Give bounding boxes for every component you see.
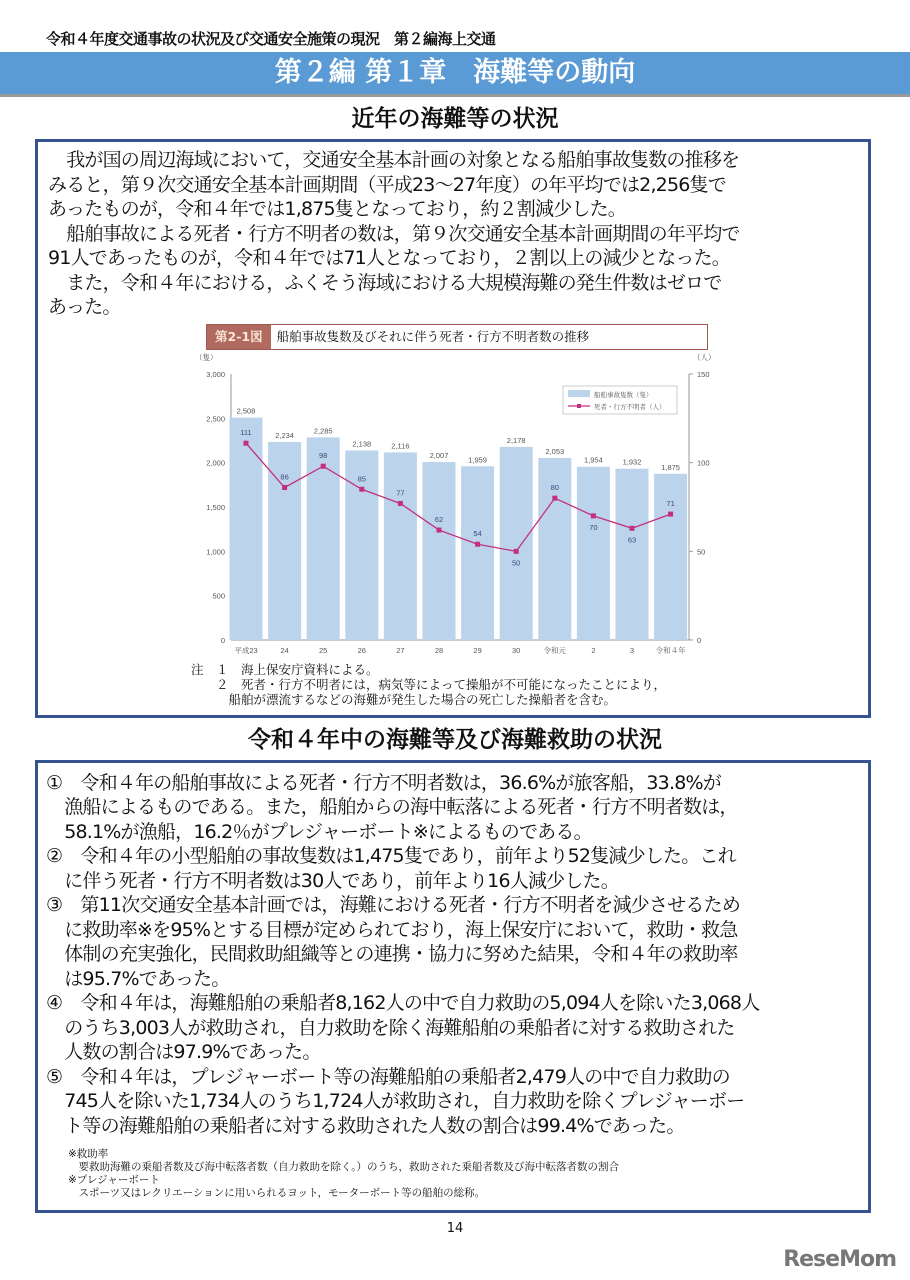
- right-tick-label: 100: [697, 458, 710, 468]
- section2-box: [35, 760, 871, 1214]
- right-tick-label: 50: [697, 546, 706, 556]
- category-label: 平成23: [234, 645, 258, 655]
- line-point: [514, 548, 519, 553]
- figure-title: 船舶事故隻数及びそれに伴う死者・行方不明者数の推移: [276, 328, 590, 344]
- left-tick-label: 2,500: [206, 413, 225, 423]
- category-label: 3: [629, 645, 635, 655]
- line-point: [359, 486, 364, 491]
- bar-value-label: 1,954: [584, 455, 603, 465]
- bar-value-label: 2,007: [429, 450, 449, 460]
- text-line: ④ 令和４年は，海難船舶の乗船者8,162人の中で自力救助の5,094人を除いた3,068人: [46, 992, 760, 1014]
- line-point: [244, 440, 249, 445]
- figure-notes: [191, 662, 868, 707]
- bar: [423, 462, 456, 640]
- bar-value-label: 2,234: [275, 430, 294, 440]
- line-value-label: 86: [280, 471, 289, 481]
- bar-value-label: 1,875: [661, 462, 680, 472]
- text-line: は95.7%であった。: [46, 967, 230, 990]
- left-tick-label: 2,000: [206, 458, 225, 468]
- line-value-label: 77: [396, 487, 405, 497]
- text-line: 体制の充実強化，民間救助組織等との連携・協力に努めた結果，令和４年の救助率: [46, 943, 738, 965]
- left-tick-label: 0: [220, 635, 225, 645]
- right-axis-unit: （人）: [693, 352, 716, 362]
- legend-bar-label: 船舶事故隻数（隻）: [594, 391, 653, 399]
- category-label: 2: [591, 645, 596, 655]
- bar: [461, 466, 494, 640]
- category-label: 令和４年: [655, 645, 686, 655]
- text-line: ③ 第11次交通安全基本計画では，海難における死者・行方不明者を減少させるため: [46, 894, 741, 916]
- line-value-label: 63: [627, 534, 637, 544]
- text-line: 58.1%が漁船，16.2％がプレジャーボート※によるものである。: [46, 820, 592, 843]
- category-label: 26: [357, 645, 366, 655]
- bar: [577, 466, 610, 639]
- line-point: [630, 525, 635, 530]
- bar-value-label: 2,138: [352, 438, 372, 448]
- category-label: 25: [319, 645, 328, 655]
- text-line: また，令和４年における，ふくそう海域における大規模海難の発生件数はゼロで: [48, 271, 722, 294]
- bar-value-label: 2,178: [506, 435, 526, 445]
- line-value-label: 80: [550, 482, 559, 492]
- text-line: 人数の割合は97.9%であった。: [46, 1041, 321, 1063]
- text-line: 745人を除いた1,734人のうち1,724人が救助され，自力救助を除くプレジャーボー: [46, 1090, 745, 1112]
- text-line: に伴う死者・行方不明者数は30人であり，前年より16人減少した。: [46, 869, 619, 892]
- bar-value-label: 2,053: [545, 446, 565, 456]
- category-label: 29: [473, 645, 482, 655]
- footnotes: [68, 1148, 868, 1200]
- bar-value-label: 1,932: [622, 457, 642, 467]
- text-line: 漁船によるものである。また，船舶からの海中転落による死者・行方不明者数は，: [46, 796, 738, 818]
- text-line: 我が国の周辺海域において，交通安全基本計画の対象となる船舶事故隻数の推移を: [48, 149, 740, 171]
- bar-value-label: 2,285: [313, 425, 333, 435]
- line-value-label: 70: [589, 522, 598, 532]
- text-line: みると，第９次交通安全基本計画期間（平成23～27年度）の年平均では2,256隻で: [48, 173, 726, 196]
- text-line: 91人であったものが，令和４年では71人となっており，２割以上の減少となった。: [48, 247, 730, 269]
- figure-tag: 第2-1図: [207, 325, 271, 349]
- bar-value-label: 2,116: [391, 440, 410, 450]
- left-tick-label: 3,000: [206, 369, 225, 379]
- bar: [230, 417, 263, 639]
- footnote-line: ※プレジャーボート: [68, 1174, 160, 1186]
- page-number: 14: [446, 1221, 464, 1236]
- section1-title: 近年の海難等の状況: [351, 106, 559, 132]
- note-line: 注 １ 海上保安庁資料による。: [191, 661, 379, 677]
- note-line: 船舶が漂流するなどの海難が発生した場合の死亡した操船者を含む。: [191, 691, 617, 707]
- line-value-label: 50: [512, 557, 521, 567]
- section2-body: [38, 763, 868, 1139]
- legend-bar-swatch: [568, 390, 590, 397]
- text-line: ② 令和４年の小型船舶の事故隻数は1,475隻であり，前年より52隻減少した。これ: [46, 845, 736, 867]
- left-tick-label: 1,000: [206, 546, 225, 556]
- resemom-logo: ReseMom: [783, 1247, 896, 1272]
- line-point: [591, 513, 596, 518]
- footnote-line: ※救助率: [68, 1148, 109, 1160]
- text-line: あったものが，令和４年では1,875隻となっており，約２割減少した。: [48, 198, 627, 220]
- section2-title: 令和４年中の海難等及び海難救助の状況: [248, 726, 662, 753]
- category-label: 30: [512, 645, 521, 655]
- category-label: 令和元: [543, 645, 567, 655]
- section1-body: [38, 142, 868, 320]
- left-axis-unit: （隻）: [195, 352, 218, 362]
- line-value-label: 111: [240, 427, 252, 437]
- legend-line-marker: [577, 404, 581, 408]
- right-tick-label: 0: [697, 635, 702, 645]
- text-line: のうち3,003人が救助され，自力救助を除く海難船舶の乗船者に対する救助された: [46, 1016, 735, 1039]
- running-head: 令和４年度交通事故の状況及び交通安全施策の現況 第２編海上交通: [46, 30, 496, 48]
- bar-value-label: 2,508: [236, 406, 256, 416]
- line-point: [475, 541, 480, 546]
- line-point: [321, 463, 326, 468]
- category-label: 24: [280, 645, 289, 655]
- text-line: あった。: [48, 296, 121, 318]
- bar: [500, 446, 533, 639]
- line-value-label: 62: [434, 514, 444, 524]
- line-point: [437, 527, 442, 532]
- bar: [384, 452, 417, 640]
- bar: [616, 468, 649, 639]
- bar-value-label: 1,959: [468, 454, 487, 464]
- left-tick-label: 1,500: [206, 502, 225, 512]
- section1-box: [35, 139, 871, 718]
- category-label: 27: [396, 645, 405, 655]
- line-point: [282, 484, 287, 489]
- text-line: ⑤ 令和４年は，プレジャーボート等の海難船舶の乗船者2,479人の中で自力救助の: [46, 1065, 730, 1088]
- right-tick-label: 150: [697, 369, 710, 379]
- line-point: [398, 500, 403, 505]
- note-line: ２ 死者・行方不明者には，病気等によって操船が不可能になったことにより，: [191, 676, 667, 692]
- line-point: [668, 511, 673, 516]
- footnote-line: 要救助海難の乗船者数及び海中転落者数（自力救助を除く。）のうち，救助された乗船者数及び海中転落者数の割合: [68, 1161, 620, 1173]
- figure-title-box: [206, 324, 708, 350]
- text-line: ト等の海難船舶の乗船者に対する救助された人数の割合は99.4%であった。: [46, 1114, 685, 1137]
- line-value-label: 71: [666, 498, 675, 508]
- line-point: [552, 495, 557, 500]
- line-value-label: 98: [319, 450, 328, 460]
- chart: [191, 350, 721, 662]
- chapter-banner: 第２編 第１章 海難等の動向: [0, 52, 910, 97]
- text-line: ① 令和４年の船舶事故による死者・行方不明者数は，36.6%が旅客船，33.8%が: [46, 771, 721, 794]
- category-label: 28: [434, 645, 444, 655]
- line-value-label: 54: [473, 528, 482, 538]
- line-value-label: 85: [357, 473, 366, 483]
- left-tick-label: 500: [212, 591, 225, 601]
- footnote-line: スポーツ又はレクリエーションに用いられるヨット，モーターボート等の船舶の総称。: [68, 1187, 486, 1199]
- text-line: に救助率※を95%とする目標が定められており，海上保安庁において，救助・救急: [46, 918, 738, 941]
- legend-line-label: 死者・行方不明者（人）: [594, 403, 666, 411]
- text-line: 船舶事故による死者・行方不明者の数は，第９次交通安全基本計画期間の年平均で: [48, 222, 740, 245]
